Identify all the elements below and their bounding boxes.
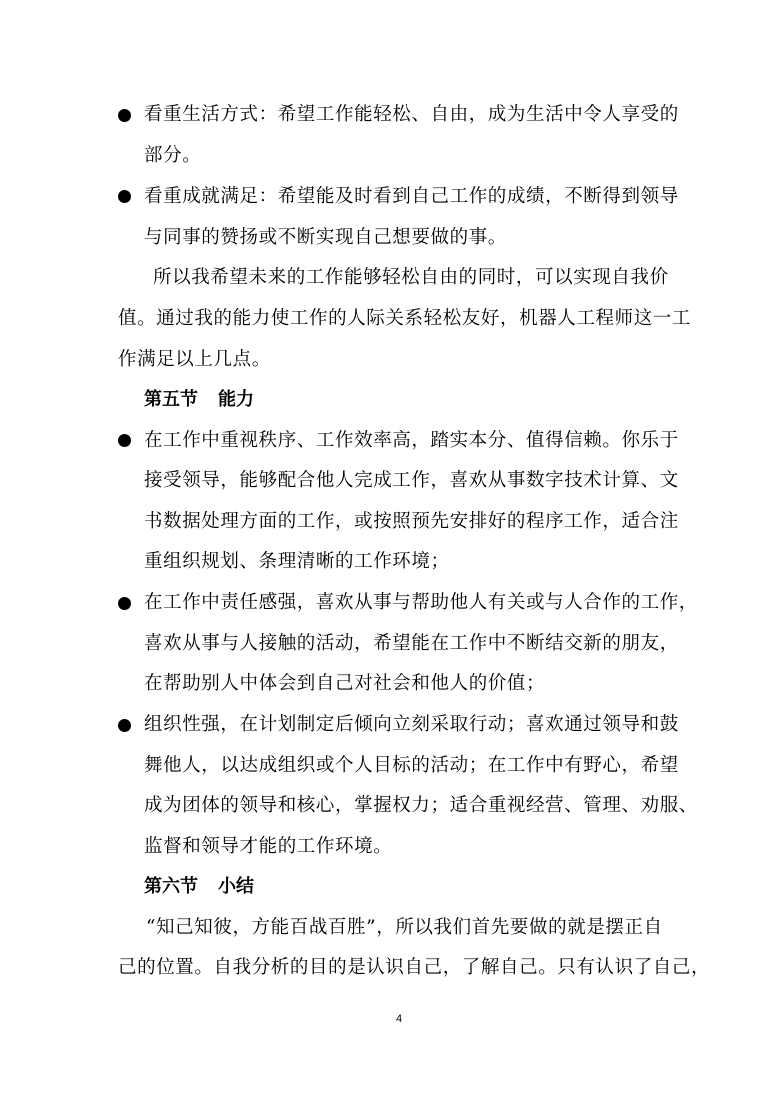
- section-title: 能力: [218, 389, 254, 410]
- bullet-text-line: 喜欢从事与人接触的活动，希望能在工作中不断结交新的朋友，: [144, 633, 679, 654]
- bullet-icon: [118, 597, 131, 610]
- bullet-text-line: 与同事的赞扬或不断实现自己想要做的事。: [144, 227, 507, 248]
- body-paragraph-line: 值。通过我的能力使工作的人际关系轻松友好，机器人工程师这一工: [118, 308, 692, 329]
- bullet-text-line: 在帮助别人中体会到自己对社会和他人的价值；: [144, 673, 546, 694]
- bullet-text-line: 监督和领导才能的工作环境。: [144, 836, 393, 857]
- section-number: 第六节: [144, 876, 198, 897]
- bullet-text-line: 舞他人，以达成组织或个人目标的活动；在工作中有野心，希望: [144, 755, 679, 776]
- bullet-icon: [118, 109, 131, 122]
- bullet-text-line: 书数据处理方面的工作，或按照预先安排好的程序工作，适合注: [144, 511, 679, 532]
- section-number: 第五节: [144, 389, 198, 410]
- bullet-text-line: 看重生活方式：希望工作能轻松、自由，成为生活中令人享受的: [144, 104, 679, 125]
- section-heading: [144, 876, 254, 898]
- page-number: 4: [396, 1013, 403, 1025]
- body-paragraph-line: 作满足以上几点。: [118, 349, 271, 370]
- section-title: 小结: [218, 876, 254, 897]
- bullet-text-line: 在工作中责任感强，喜欢从事与帮助他人有关或与人合作的工作，: [144, 592, 698, 613]
- section-heading: [144, 389, 254, 411]
- body-paragraph-line: 所以我希望未来的工作能够轻松自由的同时，可以实现自我价: [153, 267, 669, 288]
- bullet-icon: [118, 719, 131, 732]
- bullet-text-line: 成为团体的领导和核心，掌握权力；适合重视经营、管理、劝服、: [144, 795, 698, 816]
- bullet-text-line: 部分。: [144, 145, 202, 166]
- bullet-text-line: 看重成就满足：希望能及时看到自己工作的成绩，不断得到领导: [144, 186, 679, 207]
- body-paragraph-line: 己的位置。自我分析的目的是认识自己，了解自己。只有认识了自己，: [118, 957, 711, 978]
- bullet-text-line: 接受领导，能够配合他人完成工作，喜欢从事数字技术计算、文: [144, 470, 679, 491]
- bullet-icon: [118, 190, 131, 203]
- bullet-text-line: 组织性强，在计划制定后倾向立刻采取行动；喜欢通过领导和鼓: [144, 714, 679, 735]
- body-paragraph-line: “知己知彼，方能百战百胜”，所以我们首先要做的就是摆正自: [146, 917, 663, 938]
- bullet-icon: [118, 434, 131, 447]
- bullet-text-line: 重组织规划、条理清晰的工作环境；: [144, 551, 450, 572]
- bullet-text-line: 在工作中重视秩序、工作效率高，踏实本分、值得信赖。你乐于: [144, 430, 679, 451]
